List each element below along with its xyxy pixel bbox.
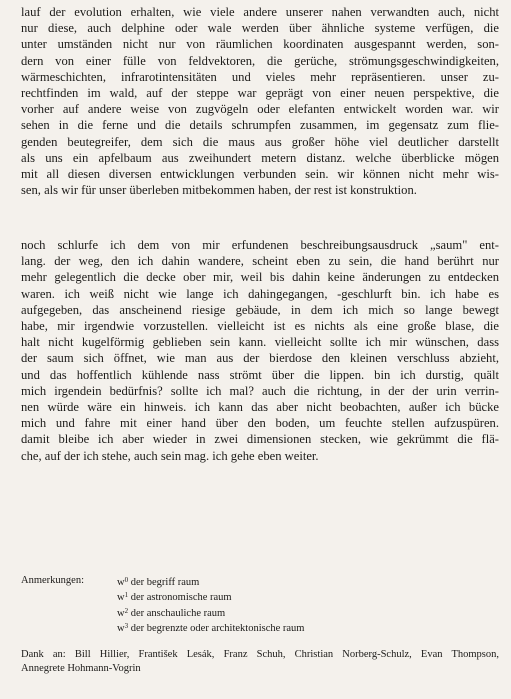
body-paragraph-1 <box>21 4 499 198</box>
footnote-item: $w^3$ der begrenzte oder architektonische raum <box>117 622 305 635</box>
text-line: mit all diesen diversen entwicklungen verbunden sein. wir können nicht mehr wis- <box>21 167 499 182</box>
text-line: vorher auf andere weise von zugvögeln oder elefanten entwickelt worden war. wir <box>21 102 499 117</box>
text-line: lang. der weg, den ich dahin wandere, scheint eben zu sein, die hand berührt nur <box>21 254 499 269</box>
text-line: sehen in die ferne und die details schrumpfen zusammen, im gegensatz zum flie- <box>21 118 499 133</box>
footnote-index: 3 <box>124 622 129 631</box>
footnote-text: der begriff raum <box>130 577 200 588</box>
footnote-index: 0 <box>124 576 129 584</box>
text-line: aufgegeben, das anscheinend riesige gebäude, in dem ich mich so lange bewegt <box>21 302 499 317</box>
body-paragraph-2 <box>21 237 499 464</box>
text-line: mich und fahre mit einer hand über den boden, um feuchte stellen aufzuspüren. <box>21 416 499 431</box>
footnote-item: $w^2$ der anschauliche raum <box>117 606 226 619</box>
footnotes-label: Anmerkungen: <box>21 575 84 586</box>
text-line: der saum sich öffnet, wie man aus der bierdose den kleinen verschluss abzieht, <box>21 351 499 366</box>
text-line: und das hoffentlich kühlende nass strömt über die lippen. bin ich durstig, quält <box>21 367 499 382</box>
text-line: genden beutegreifer, dem sich die maus aus großer höhe viel deutlicher darstellt <box>21 134 499 149</box>
text-line: damit bleibe ich aber wieder in zwei dimensionen stecken, wie gekrümmt die flä- <box>21 432 499 447</box>
text-line: mich irgendein bedürfnis? sollte ich mal? auch die richtung, in der der urin verrin- <box>21 383 499 398</box>
text-line: halt nicht kugelförmig geblieben sein kann. vielleicht sollte ich mir wünschen, dass <box>21 335 499 350</box>
footnote-index: 1 <box>124 591 129 600</box>
text-line: rechtfinden im wald, auf der steppe war geprägt von einer neuen perspektive, die <box>21 86 499 101</box>
text-line: mehr gelegentlich die decke ober mir, weil bis dahin keine änderungen zu entdecken <box>21 270 499 285</box>
text-line: sen, als wir für unser überleben mitbekommen haben, der rest ist konstruktion. <box>21 183 417 198</box>
text-line: nur diese, auch delphine oder wale werden über ähnliche systeme verfügen, die <box>21 21 499 36</box>
text-line: dern von einer fülle von feldvektoren, die gerüche, strömungsgeschwindigkeiten, <box>21 53 499 68</box>
text-line: unter umständen nicht nur von räumlichen koordinaten ausgespannt werden, son- <box>21 37 499 52</box>
text-line: che, auf der ich stehe, auch sein mag. ich gehe eben weiter. <box>21 448 319 463</box>
acknowledgements-line: Dank an: Bill Hillier, František Lesák, Franz Schuh, Christian Norberg-Schulz, Evan Thompson, <box>21 649 499 660</box>
footnote-text: der begrenzte oder architektonische raum <box>130 623 305 635</box>
text-line: noch schlurfe ich dem von mir erfundenen beschreibungsausdruck „saum" ent- <box>21 238 499 252</box>
acknowledgements-line: Annegrete Hohmann-Vogrin <box>21 663 141 674</box>
text-line: waren. ich weiß nicht wie lange ich dahingegangen, -geschlurft bin. ich habe es <box>21 286 499 301</box>
footnote-list <box>117 574 304 636</box>
text-line: nen würde wäre ein hinweis. ich kann das aber nicht beobachten, außer ich bücke <box>21 400 499 415</box>
text-line: als uns ein apfelbaum aus zweihundert metern distanz. welche überblicke mögen <box>21 150 499 165</box>
acknowledgements <box>21 648 499 676</box>
footnote-item: $w^1$ der astronomische raum <box>117 591 232 604</box>
footnote-text: der anschauliche raum <box>130 607 226 619</box>
text-line: lauf der evolution erhalten, wie viele andere unserer nahen verwandten auch, nicht <box>21 5 499 19</box>
text-line: wärmeschichten, infrarotintensitäten und vieles mehr repräsentieren. unser zu- <box>21 69 499 84</box>
text-line: habe, mir irgendwie vorzustellen. vielleicht ist es nichts als eine große blase, die <box>21 319 499 334</box>
footnote-item: $w^0$ der begriff raum <box>117 576 200 588</box>
footnote-index: 2 <box>124 606 129 615</box>
footnote-text: der astronomische raum <box>130 592 232 604</box>
